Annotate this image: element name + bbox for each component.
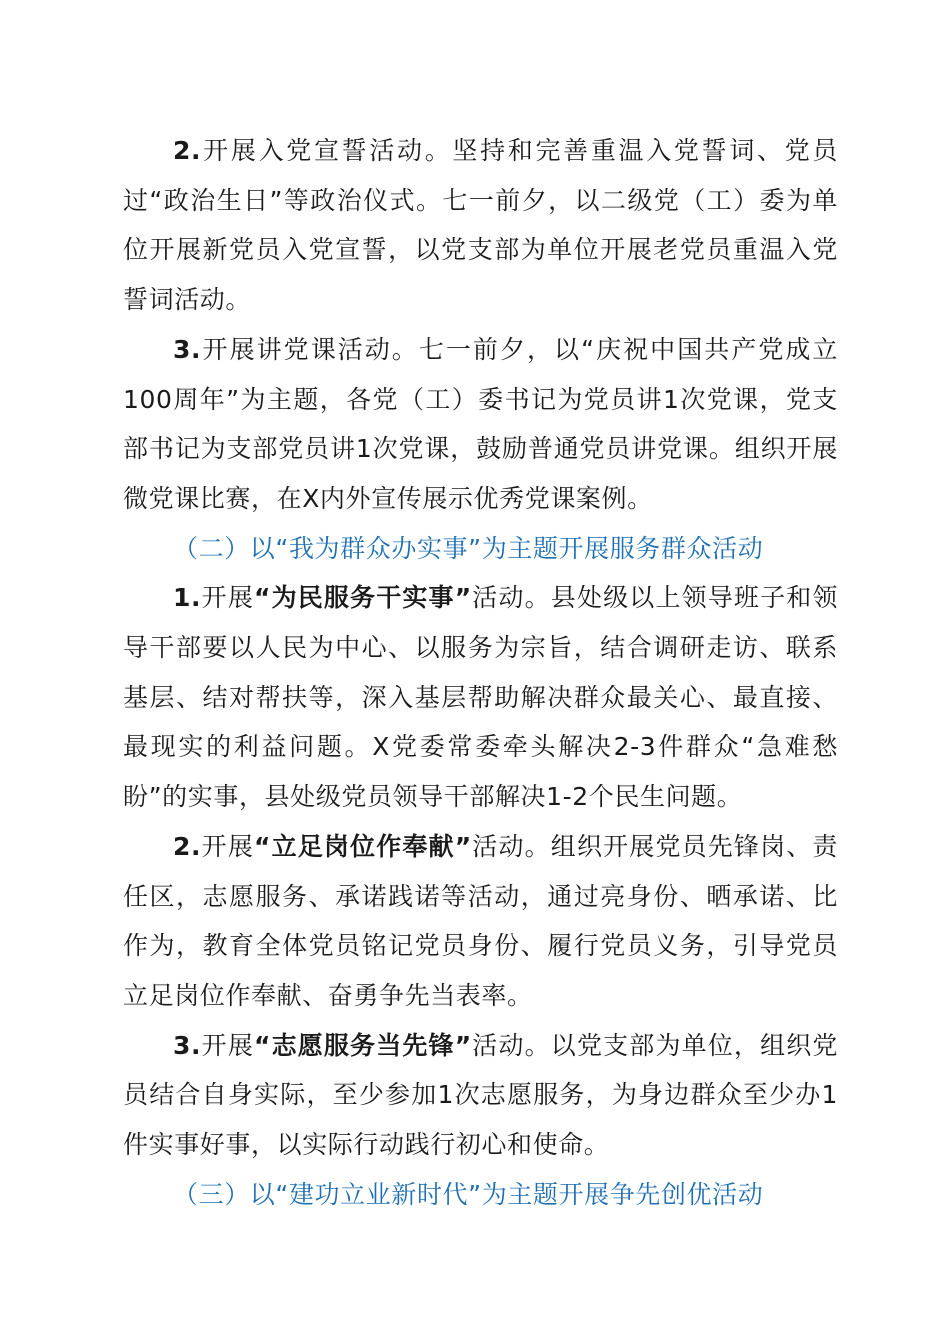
item-number: 3. [173,1030,202,1060]
item-number: 1. [173,583,202,613]
paragraph-text: 活动。以党支部为单位，组织党员结合自身实际，至少参加1次志愿服务，为身边群众至少办1件实事好事，以实际行动践行初心和使命。 [123,1030,839,1160]
paragraph-text: 活动。组织开展党员先锋岗、责任区，志愿服务、承诺践诺等活动，通过亮身份、晒承诺、比作为，教育全体党员铭记党员身份、履行党员义务，引导党员立足岗位作奉献、奋勇争先当表率。 [123,831,839,1010]
paragraph-text: 开展入党宣誓活动。坚持和完善重温入党誓词、党员过“政治生日”等政治仪式。七一前夕，以二级党（工）委为单位开展新党员入党宣誓，以党支部为单位开展老党员重温入党誓词活动。 [123,136,838,315]
paragraph-volunteer-service [123,1021,838,1170]
paragraph-post-dedication [123,822,838,1021]
paragraph-oath-activity [123,126,838,325]
document-body [123,126,838,1219]
section-heading-2: （二）以“我为群众办实事”为主题开展服务群众活动 [173,533,764,563]
paragraph-serve-people [123,573,838,822]
item-number: 2. [173,831,202,861]
paragraph-text: 活动。县处级以上领导班子和领导干部要以人民为中心、以服务为宗旨，结合调研走访、联系基层、结对帮扶等，深入基层帮助解决群众最关心、最直接、最现实的利益问题。X党委常委牵头解决2-3件群众“急难愁盼”的实事，县处级党员领导干部解决1-2个民生问题。 [123,583,839,812]
paragraph-party-lecture [123,325,838,524]
paragraph-text: 开展讲党课活动。七一前夕，以“庆祝中国共产党成立100周年”为主题，各党（工）委书记为党员讲1次党课，党支部书记为支部党员讲1次党课，鼓励普通党员讲党课。组织开展微党课比赛，在X内外宣传展示优秀党课案例。 [123,334,838,513]
paragraph-lead: 开展 [201,583,254,613]
paragraph-lead: 开展 [201,1030,254,1060]
paragraph-lead: 开展 [201,831,254,861]
item-number: 2. [173,136,202,165]
activity-title: “志愿服务当先锋” [253,1030,472,1060]
item-number: 3. [173,334,202,364]
activity-title: “立足岗位作奉献” [253,831,472,861]
section-heading-3: （三）以“建功立业新时代”为主题开展争先创优活动 [173,1179,764,1209]
activity-title: “为民服务干实事” [253,583,472,613]
